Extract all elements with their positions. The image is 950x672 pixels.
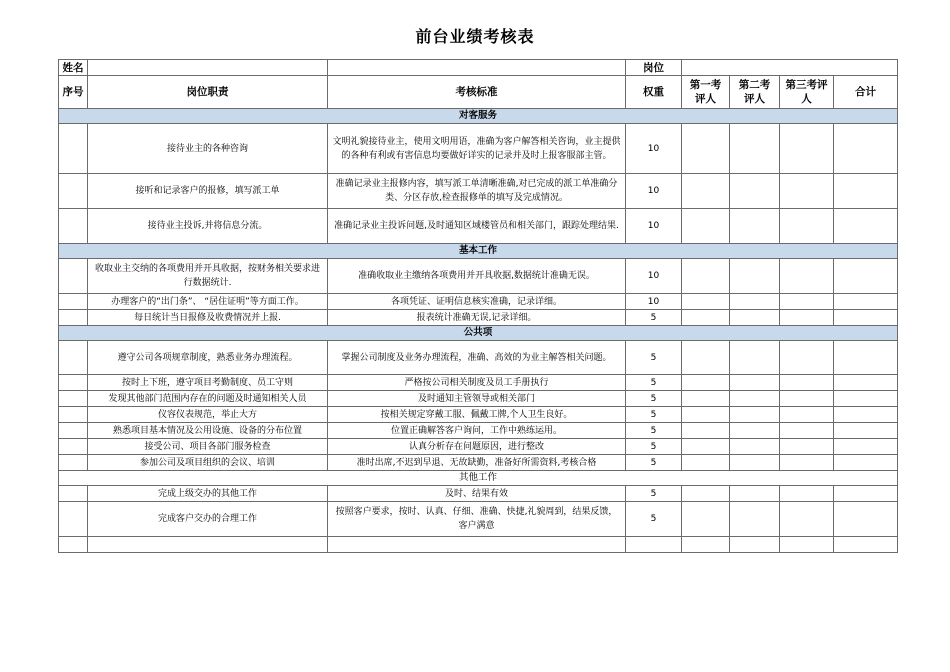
standard-cell: 报表统计准确无误,记录详细。 (328, 310, 626, 326)
weight-cell[interactable] (626, 537, 682, 553)
total-cell[interactable] (834, 391, 898, 407)
section-header-row (59, 244, 898, 259)
seq-cell[interactable] (59, 537, 88, 553)
seq-cell (59, 375, 88, 391)
table-row (59, 486, 898, 502)
duty-cell: 按时上下班，遵守项目考勤制度、员工守则 (88, 375, 328, 391)
weight-cell: 5 (626, 341, 682, 375)
table-row (59, 502, 898, 537)
total-cell[interactable] (834, 439, 898, 455)
total-cell[interactable] (834, 375, 898, 391)
weight-cell: 10 (626, 124, 682, 174)
table-row (59, 391, 898, 407)
name-label: 姓名 (59, 60, 88, 76)
col-weight-header: 权重 (626, 76, 682, 109)
table-row (59, 294, 898, 310)
duty-cell: 完成客户交办的合理工作 (88, 502, 328, 537)
eval2-score-cell[interactable] (730, 375, 780, 391)
eval2-score-cell[interactable] (730, 486, 780, 502)
eval3-score-cell[interactable] (780, 439, 834, 455)
blank-row (59, 537, 898, 553)
eval3-score-cell[interactable] (780, 423, 834, 439)
name-position-row (59, 60, 898, 76)
weight-cell: 10 (626, 174, 682, 209)
seq-cell (59, 294, 88, 310)
eval3-score-cell[interactable] (780, 341, 834, 375)
total-cell[interactable] (834, 486, 898, 502)
eval3-score-cell[interactable] (780, 375, 834, 391)
total-cell[interactable] (834, 294, 898, 310)
eval2-score-cell[interactable] (730, 124, 780, 174)
eval1-score-cell[interactable] (682, 486, 730, 502)
total-cell[interactable] (834, 455, 898, 471)
table-row (59, 439, 898, 455)
eval2-score-cell[interactable] (730, 423, 780, 439)
weight-cell: 5 (626, 391, 682, 407)
table-row (59, 375, 898, 391)
eval1-score-cell[interactable] (682, 209, 730, 244)
column-header-row (59, 76, 898, 109)
seq-cell (59, 407, 88, 423)
eval2-score-cell[interactable] (730, 310, 780, 326)
weight-cell: 5 (626, 375, 682, 391)
page-title: 前台业绩考核表 (415, 27, 535, 46)
eval2-score-cell[interactable] (730, 209, 780, 244)
total-cell[interactable] (834, 174, 898, 209)
col-eval1-header: 第一考评人 (682, 76, 730, 109)
eval1-score-cell[interactable] (682, 407, 730, 423)
eval2-score-cell[interactable] (730, 294, 780, 310)
standard-cell: 准确收取业主缴纳各项费用并开具收据,数据统计准确无误。 (328, 259, 626, 294)
eval3-score-cell[interactable] (780, 259, 834, 294)
duty-cell: 遵守公司各项规章制度，熟悉业务办理流程。 (88, 341, 328, 375)
eval3-score-cell[interactable] (780, 124, 834, 174)
seq-cell (59, 439, 88, 455)
eval1-score-cell[interactable] (682, 341, 730, 375)
weight-cell: 5 (626, 407, 682, 423)
col-eval3-header: 第三考评人 (780, 76, 834, 109)
standard-cell: 文明礼貌接待业主，使用文明用语，准确为客户解答相关咨询，业主提供的各种有利或有害信息均要做好详实的记录并及时上报客服部主管。 (328, 124, 626, 174)
eval1-score-cell[interactable] (682, 455, 730, 471)
standard-cell: 及时、结果有效 (328, 486, 626, 502)
seq-cell (59, 455, 88, 471)
eval3-score-cell[interactable] (780, 294, 834, 310)
standard-cell: 掌握公司制度及业务办理流程，准确、高效的为业主解答相关问题。 (328, 341, 626, 375)
table-row (59, 310, 898, 326)
seq-cell (59, 310, 88, 326)
duty-cell: 完成上级交办的其他工作 (88, 486, 328, 502)
col-standard-header: 考核标准 (328, 76, 626, 109)
standard-cell: 按照客户要求，按时、认真、仔细、准确、快捷,礼貌周到，结果反馈，客户满意 (328, 502, 626, 537)
evaluation-table (58, 59, 898, 553)
eval2-score-cell[interactable] (730, 407, 780, 423)
duty-cell: 接听和记录客户的报修，填写派工单 (88, 174, 328, 209)
section-title: 公共项 (59, 326, 898, 341)
eval2-score-cell[interactable] (730, 455, 780, 471)
eval1-score-cell[interactable] (682, 259, 730, 294)
eval3-score-cell[interactable] (780, 455, 834, 471)
eval3-score-cell[interactable] (780, 174, 834, 209)
seq-cell (59, 209, 88, 244)
duty-cell: 接受公司、项目各部门服务检查 (88, 439, 328, 455)
standard-cell: 严格按公司相关制度及员工手册执行 (328, 375, 626, 391)
section-header-row (59, 326, 898, 341)
total-cell[interactable] (834, 341, 898, 375)
eval3-score-cell[interactable] (780, 486, 834, 502)
table-row (59, 124, 898, 174)
eval3-score-cell[interactable] (780, 310, 834, 326)
seq-cell (59, 124, 88, 174)
table-row (59, 259, 898, 294)
seq-cell (59, 391, 88, 407)
eval1-score-cell[interactable] (682, 294, 730, 310)
weight-cell: 10 (626, 294, 682, 310)
table-row (59, 455, 898, 471)
total-cell[interactable] (834, 124, 898, 174)
weight-cell: 5 (626, 423, 682, 439)
seq-cell (59, 341, 88, 375)
section-title: 基本工作 (59, 244, 898, 259)
eval1-score-cell[interactable] (682, 310, 730, 326)
eval1-score-cell[interactable] (682, 124, 730, 174)
position-label: 岗位 (626, 60, 682, 76)
table-row (59, 209, 898, 244)
eval2-score-cell[interactable] (730, 439, 780, 455)
duty-cell: 发现其他部门范围内存在的问题及时通知相关人员 (88, 391, 328, 407)
standard-cell: 准确记录业主报修内容，填写派工单清晰准确,对已完成的派工单准确分类、分区存放,检查报修单的填写及完成情况。 (328, 174, 626, 209)
col-eval2-header: 第二考评人 (730, 76, 780, 109)
eval1-score-cell[interactable] (682, 439, 730, 455)
seq-cell (59, 423, 88, 439)
eval1-score-cell[interactable] (682, 391, 730, 407)
eval3-score-cell[interactable] (780, 391, 834, 407)
name-value-cell[interactable] (88, 60, 328, 76)
section-header-row (59, 471, 898, 486)
weight-cell: 10 (626, 259, 682, 294)
section-title: 对客服务 (59, 109, 898, 124)
col-duty-header: 岗位职责 (88, 76, 328, 109)
eval3-score-cell[interactable] (780, 209, 834, 244)
weight-cell: 5 (626, 310, 682, 326)
duty-cell[interactable] (88, 537, 328, 553)
table-row (59, 174, 898, 209)
duty-cell: 熟悉项目基本情况及公用设施、设备的分布位置 (88, 423, 328, 439)
weight-cell: 5 (626, 439, 682, 455)
table-row (59, 407, 898, 423)
eval1-score-cell[interactable] (682, 375, 730, 391)
col-seq-header: 序号 (59, 76, 88, 109)
weight-cell: 5 (626, 502, 682, 537)
standard-cell: 按相关规定穿戴工服、佩戴工牌,个人卫生良好。 (328, 407, 626, 423)
duty-cell: 仪容仪表规范，举止大方 (88, 407, 328, 423)
standard-cell: 位置正确解答客户询问，工作中熟练运用。 (328, 423, 626, 439)
standard-cell: 及时通知主管领导或相关部门 (328, 391, 626, 407)
name-value-cell-2[interactable] (328, 60, 626, 76)
total-cell[interactable] (834, 407, 898, 423)
seq-cell (59, 486, 88, 502)
section-header-row (59, 109, 898, 124)
total-cell[interactable] (834, 423, 898, 439)
eval2-score-cell[interactable] (730, 259, 780, 294)
total-cell[interactable] (834, 537, 898, 553)
standard-cell: 认真分析存在问题原因，进行整改 (328, 439, 626, 455)
eval3-score-cell[interactable] (780, 502, 834, 537)
duty-cell: 办理客户的“出门条”、 “居住证明”等方面工作。 (88, 294, 328, 310)
position-value-cell[interactable] (682, 60, 898, 76)
col-total-header: 合计 (834, 76, 898, 109)
table-row (59, 423, 898, 439)
eval3-score-cell[interactable] (780, 407, 834, 423)
seq-cell (59, 174, 88, 209)
total-cell[interactable] (834, 502, 898, 537)
duty-cell: 每日统计当日报修及收费情况并上报. (88, 310, 328, 326)
eval1-score-cell[interactable] (682, 537, 730, 553)
eval3-score-cell[interactable] (780, 537, 834, 553)
eval1-score-cell[interactable] (682, 502, 730, 537)
duty-cell: 参加公司及项目组织的会议、培训 (88, 455, 328, 471)
duty-cell: 收取业主交纳的各项费用并开具收据，按财务相关要求进行数据统计. (88, 259, 328, 294)
standard-cell: 各项凭证、证明信息核实准确，记录详细。 (328, 294, 626, 310)
eval2-score-cell[interactable] (730, 537, 780, 553)
standard-cell: 准确记录业主投诉问题,及时通知区域楼管员和相关部门，跟踪处理结果. (328, 209, 626, 244)
weight-cell: 5 (626, 486, 682, 502)
weight-cell: 10 (626, 209, 682, 244)
duty-cell: 接待业主的各种咨询 (88, 124, 328, 174)
eval2-score-cell[interactable] (730, 341, 780, 375)
seq-cell (59, 502, 88, 537)
seq-cell (59, 259, 88, 294)
eval1-score-cell[interactable] (682, 423, 730, 439)
total-cell[interactable] (834, 310, 898, 326)
standard-cell: 准时出席,不迟到早退、无故缺勤，准备好所需资料,考核合格 (328, 455, 626, 471)
total-cell[interactable] (834, 259, 898, 294)
eval2-score-cell[interactable] (730, 391, 780, 407)
eval2-score-cell[interactable] (730, 174, 780, 209)
eval1-score-cell[interactable] (682, 174, 730, 209)
total-cell[interactable] (834, 209, 898, 244)
standard-cell[interactable] (328, 537, 626, 553)
table-row (59, 341, 898, 375)
section-title: 其他工作 (59, 471, 898, 486)
eval2-score-cell[interactable] (730, 502, 780, 537)
weight-cell: 5 (626, 455, 682, 471)
duty-cell: 接待业主投诉,并将信息分流。 (88, 209, 328, 244)
